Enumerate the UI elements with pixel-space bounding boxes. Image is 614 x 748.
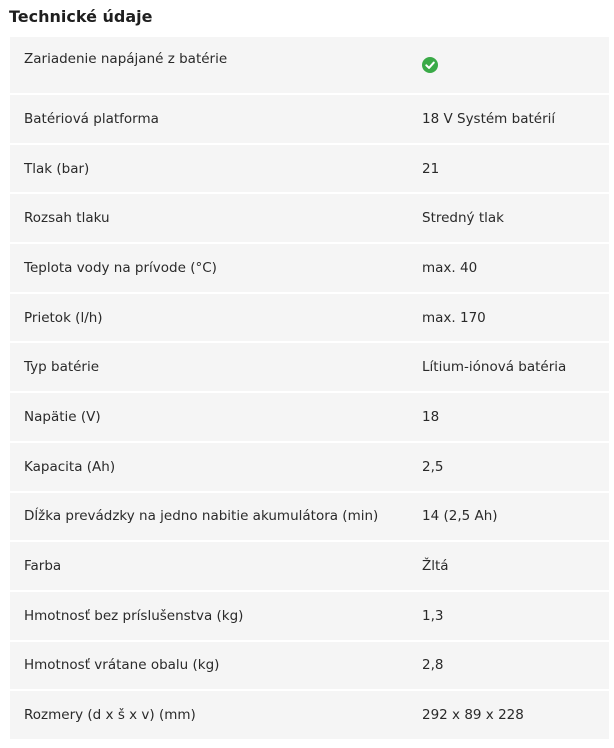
spec-label: Rozmery (d x š x v) (mm) (24, 707, 196, 724)
check-circle-icon (422, 57, 438, 73)
spec-row (10, 443, 609, 493)
spec-row (10, 691, 609, 741)
spec-label: Batériová platforma (24, 110, 159, 127)
spec-label: Hmotnosť vrátane obalu (kg) (24, 657, 220, 674)
spec-label: Rozsah tlaku (24, 210, 110, 227)
spec-value: 18 V Systém batérií (422, 110, 556, 127)
spec-label: Kapacita (Ah) (24, 458, 116, 475)
spec-label: Typ batérie (24, 359, 100, 376)
spec-label: Prietok (l/h) (24, 309, 103, 326)
spec-row (10, 95, 609, 145)
spec-row (10, 145, 609, 195)
spec-value: max. 40 (422, 259, 478, 276)
spec-row (10, 194, 609, 244)
spec-label: Farba (24, 558, 62, 575)
spec-row (10, 592, 609, 642)
spec-row (10, 542, 609, 592)
spec-row (10, 393, 609, 443)
spec-label: Napätie (V) (24, 408, 101, 425)
spec-value: 292 x 89 x 228 (422, 707, 524, 724)
spec-row (10, 294, 609, 344)
spec-value (422, 37, 609, 77)
spec-row (10, 642, 609, 692)
spec-value: Stredný tlak (422, 210, 504, 227)
spec-row (10, 37, 609, 95)
spec-table (10, 37, 609, 741)
spec-label: Tlak (bar) (24, 160, 90, 177)
spec-value: Lítium-iónová batéria (422, 359, 567, 376)
spec-row (10, 493, 609, 543)
spec-row (10, 244, 609, 294)
spec-value: 14 (2,5 Ah) (422, 508, 498, 525)
spec-value: 21 (422, 160, 440, 177)
spec-value: 2,5 (422, 458, 444, 475)
spec-value: max. 170 (422, 309, 486, 326)
spec-label: Dĺžka prevádzky na jedno nabitie akumulátora (min) (24, 508, 379, 525)
spec-label: Zariadenie napájané z batérie (24, 51, 228, 67)
spec-label: Hmotnosť bez príslušenstva (kg) (24, 607, 244, 624)
spec-label: Teplota vody na prívode (°C) (24, 259, 217, 276)
page-title: Technické údaje (9, 7, 153, 26)
spec-value: 18 (422, 408, 440, 425)
spec-value: Žltá (422, 558, 449, 575)
spec-row (10, 343, 609, 393)
spec-value: 1,3 (422, 607, 444, 624)
spec-value: 2,8 (422, 657, 444, 674)
